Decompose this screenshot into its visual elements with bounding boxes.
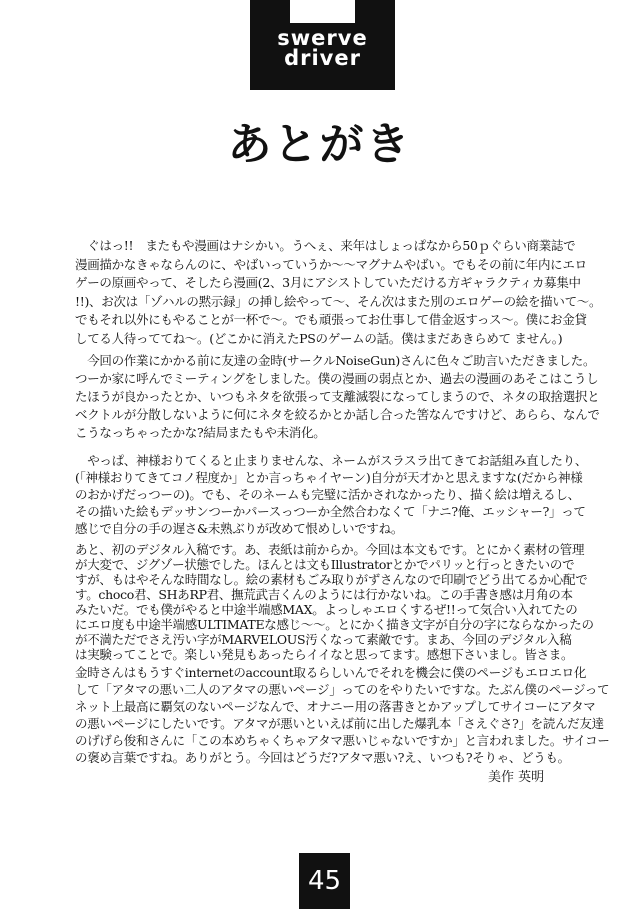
- author-signature: 美作 英明: [488, 770, 545, 785]
- text-line: つーか家に呼んでミーティングをしました。僕の漫画の弱点とか、過去の漫画のあそこはこうし: [75, 371, 599, 386]
- text-line: の褒め言葉ですね。ありがとう。今回はどうだ?アタマ悪い?え、いつも?そりゃ、どうも。: [75, 750, 570, 765]
- text-line: は実験ってことで。楽しい発見もあったらイイなと思ってます。感想下さいまし。皆さま。: [75, 647, 574, 662]
- paragraph-1: [75, 237, 615, 348]
- text-line: して「アタマの悪い二人のアタマの悪いページ」ってのをやりたいですな。たぶん僕のページって: [75, 682, 610, 697]
- text-line: 感じで自分の手の遅さ&未熟ぶりが改めて恨めしいですね。: [75, 521, 404, 536]
- text-line: ぐはっ!! またもや漫画はナシかい。うへぇ、来年はしょっぱなから50ｐぐらい商業誌で: [75, 238, 576, 253]
- paragraph-4: [75, 542, 615, 662]
- text-line: こうなっちゃったかな?結局またもや未消化。: [75, 425, 326, 440]
- logo-line-2: driver: [284, 46, 361, 70]
- text-line: が不満ただでさえ汚い字がMARVELOUS汚くなって素敵です。まあ、今回のデジタル入稿: [75, 632, 572, 647]
- text-line: !!)、お次は「ゾハルの黙示録」の挿し絵やって〜、そん次はまた別のエロゲーの絵を描いて〜。: [75, 293, 602, 309]
- page-number: 45: [299, 853, 350, 909]
- text-line: ネット上最高に覇気のないページなんで、オナニー用の落書きとかアップしてサイコーにアタマ: [75, 699, 596, 714]
- logo: [250, 28, 395, 68]
- text-line: (「神様おりてきてコノ程度か」とか言っちゃイヤーン)自分が天才かと思えますな(だから神様: [75, 470, 583, 485]
- paragraph-5: [75, 664, 615, 766]
- text-line: すが、もはやそんな時間なし。絵の素材もごみ取りがずさんなので印刷でどう出てるか心配で: [75, 572, 588, 587]
- text-line: みたいだ。でも僕がやると中途半端感MAX。よっしゃエロくするぜ!!って気合い入れてたの: [75, 602, 578, 617]
- text-line: のげげら俊和さんに「この本めちゃくちゃアタマ悪いじゃないですか」と言われました。サイコー: [75, 733, 610, 748]
- text-line: ベクトルが分散しないように何にネタを絞るかとか話し合った筈なんですけど、あらら、なんで: [75, 407, 600, 422]
- page-title: あとがき: [227, 119, 412, 170]
- text-line: ゲーの原画やって、そしたら漫画(2、3月にアシストしていただける方ギャラクティカ募集中: [75, 275, 581, 290]
- text-line: 今回の作業にかかる前に友達の金時(サークルNoiseGun)さんに色々ご助言いただきました。: [75, 353, 596, 368]
- text-line: その描いた絵もデッサンつーかパースっつーか全然合わなくて「ナニ?俺、エッシャー?」って: [75, 504, 586, 519]
- text-line: やっぱ、神様おりてくると止まりませんな、ネームがスラスラ出てきてお話組み直したり、: [75, 453, 588, 468]
- header-notch: [290, 0, 355, 23]
- paragraph-3: [75, 452, 615, 537]
- text-line: す。choco君、SHあRP君、撫荒武吉くんのようには行かないね。この手書き感は月角の本: [75, 587, 573, 602]
- text-line: たほうが良かったとか、いつもネタを欲張って支離滅裂になってしまうので、ネタの取捨選択と: [75, 389, 600, 404]
- text-line: 金時さんはもうすぐinternetのaccount取るらしいんでそれを機会に僕のページもエロエロ化: [75, 665, 587, 680]
- text-line: してる人待っててね〜。(どこかに消えたPSのゲームの話。僕はまだあきらめて ません。): [75, 330, 563, 346]
- text-line: の悪いページにしたいです。アタマが悪いといえば前に出した爆乳本「さえぐさ?」を読んだ友達: [75, 716, 604, 731]
- logo-line-1: swerve: [277, 26, 368, 50]
- text-line: でもそれ以外にもやることが一杯で〜。でも頑張ってお仕事して借金返すっス〜。僕にお金貸: [75, 312, 587, 327]
- text-line: あと、初のデジタル入稿です。あ、表紙は前からか。今回は本文もです。とにかく素材の管理: [75, 542, 585, 557]
- text-line: にエロ度も中途半端感ULTIMATEな感じ〜〜。とにかく描き文字が自分の字にならなかったの: [75, 617, 594, 632]
- header-logo-box: [250, 0, 395, 90]
- text-line: 漫画描かなきゃならんのに、やばいっていうか〜〜マグナムやばい。でもその前に年内にエロ: [75, 256, 587, 272]
- paragraph-2: [75, 352, 615, 442]
- text-line: のおかげだっつーの)。でも、そのネームも完璧に活かされなかったり、描く絵は増えるし、: [75, 487, 580, 502]
- text-line: が大変で、ジグゾー状態でした。ほんとは文もIllustratorとかでパリッと行っときたいので: [75, 557, 575, 572]
